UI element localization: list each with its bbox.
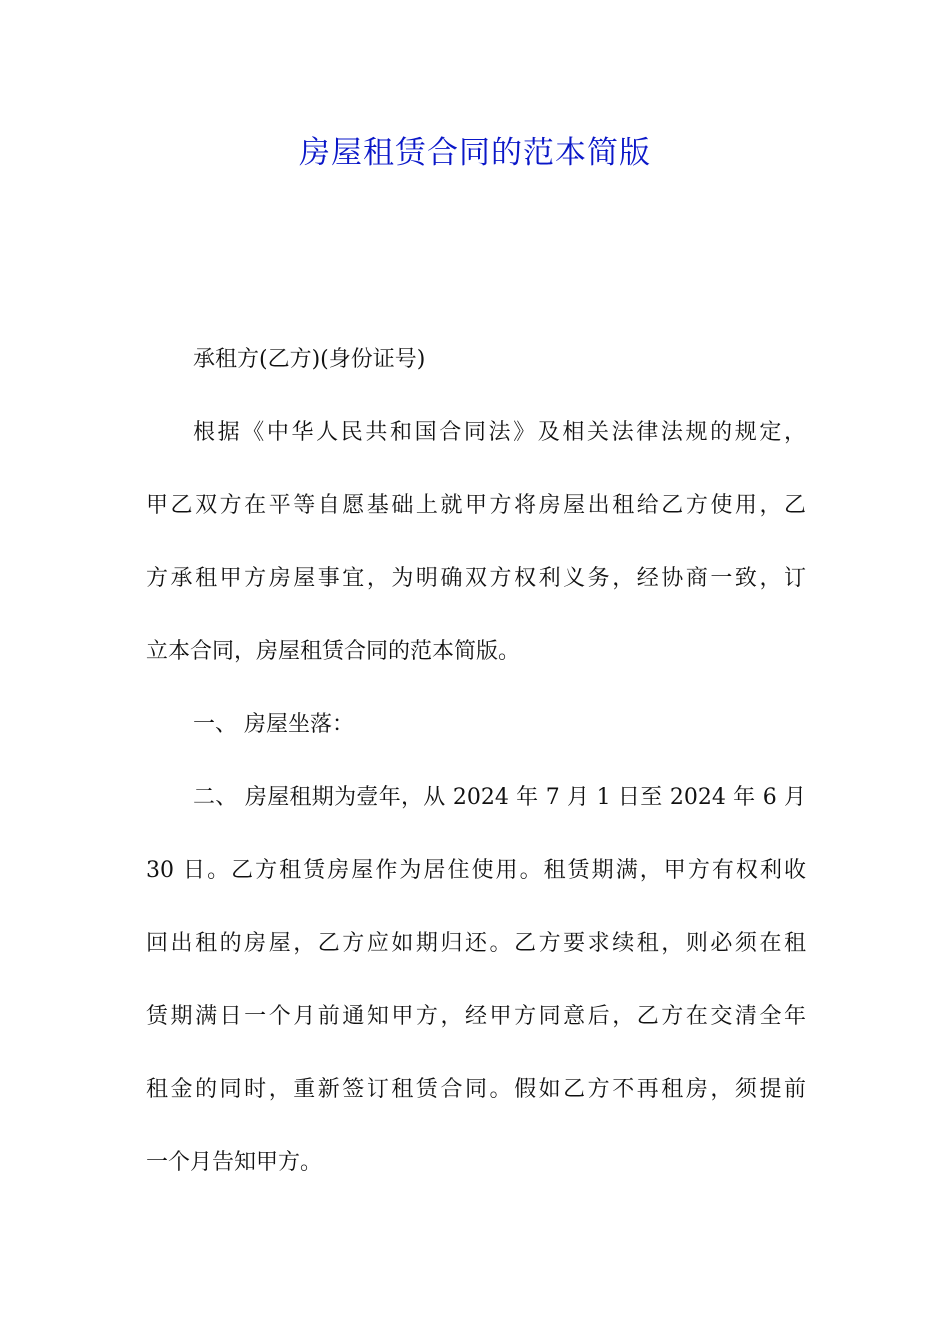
paragraph-line: 甲乙双方在平等自愿基础上就甲方将房屋出租给乙方使用，乙 [146, 493, 806, 518]
paragraph-line: 根据《中华人民共和国合同法》及相关法律法规的规定， [193, 420, 806, 445]
paragraph-line: 方承租甲方房屋事宜，为明确双方权利义务，经协商一致，订 [146, 566, 806, 591]
clause-2-line: 30 日。乙方租赁房屋作为居住使用。租赁期满，甲方有权利收 [146, 858, 806, 883]
clause-2-line: 租金的同时，重新签订租赁合同。假如乙方不再租房，须提前 [146, 1077, 806, 1102]
document-title: 房屋租赁合同的范本简版 [299, 135, 651, 171]
clause-2-line: 二、 房屋租期为壹年，从 2024 年 7 月 1 日至 2024 年 6 月 [193, 785, 806, 810]
clause-2-line: 赁期满日一个月前通知甲方，经甲方同意后，乙方在交清全年 [146, 1004, 806, 1029]
clause-2-line: 回出租的房屋，乙方应如期归还。乙方要求续租，则必须在租 [146, 931, 806, 956]
tenant-line: 承租方(乙方)(身份证号) [193, 347, 426, 372]
paragraph-line: 立本合同，房屋租赁合同的范本简版。 [146, 639, 521, 664]
clause-1-heading: 一、 房屋坐落： [193, 712, 354, 737]
document-body [146, 323, 806, 1199]
clause-2-line: 一个月告知甲方。 [146, 1150, 323, 1175]
